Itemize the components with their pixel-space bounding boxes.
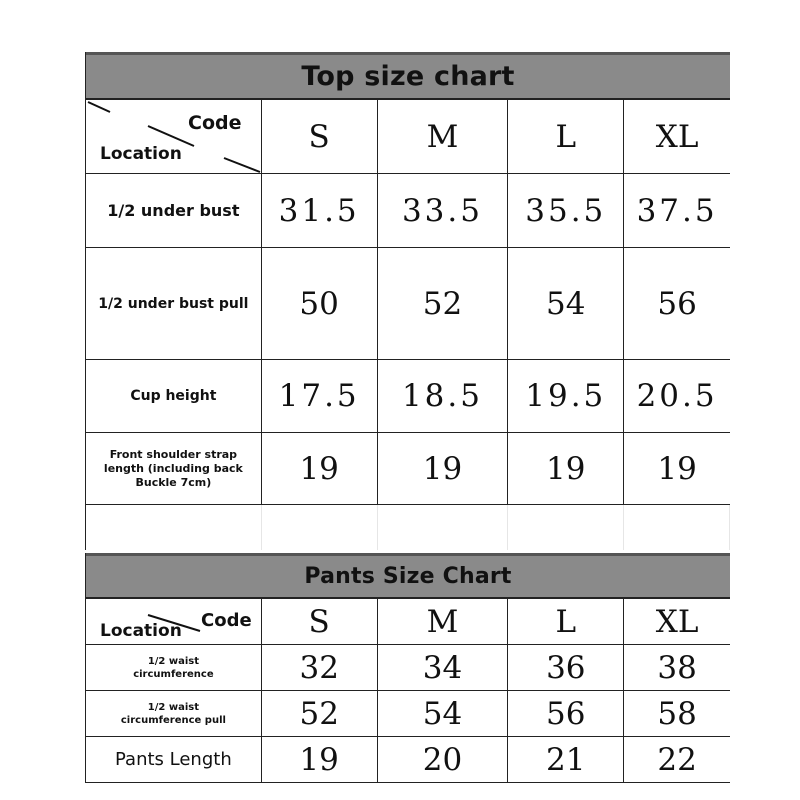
table-cell: 36	[508, 645, 624, 690]
empty-cell	[262, 505, 378, 550]
table-row	[86, 691, 730, 737]
table-row	[86, 248, 730, 360]
table-cell: 56	[657, 285, 697, 322]
table-cell: 37.5	[636, 192, 718, 229]
table-cell: 18.5	[378, 360, 509, 432]
table-cell: 19	[378, 433, 509, 504]
size-xl: XL	[655, 603, 699, 640]
top-size-chart	[85, 52, 730, 550]
table-row	[86, 737, 730, 783]
pants-chart-header-row	[86, 599, 730, 645]
table-cell: 33.5	[378, 174, 509, 247]
top-chart-title: Top size chart	[86, 52, 730, 100]
table-cell: 31.5	[262, 174, 378, 247]
location-label: Location	[100, 144, 182, 164]
row-label: Pants Length	[86, 737, 262, 782]
table-cell: 19	[508, 433, 624, 504]
empty-cell	[624, 505, 730, 550]
row-label: Cup height	[86, 360, 262, 432]
size-m: M	[378, 599, 509, 644]
table-cell: 17.5	[262, 360, 378, 432]
empty-cell	[86, 505, 262, 550]
row-label: 1/2 waist circumference	[86, 645, 262, 690]
table-cell: 20	[378, 737, 509, 782]
pants-header-corner	[86, 599, 262, 644]
table-cell: 38	[657, 649, 697, 686]
table-cell: 19	[657, 450, 697, 487]
top-chart-header-row	[86, 100, 730, 174]
table-row	[86, 360, 730, 433]
table-cell: 56	[508, 691, 624, 736]
table-cell: 19	[262, 737, 378, 782]
table-row	[86, 433, 730, 505]
table-cell: 58	[657, 695, 697, 732]
row-label: 1/2 waist circumference pull	[86, 691, 262, 736]
table-cell: 35.5	[508, 174, 624, 247]
pants-size-chart	[85, 553, 730, 783]
spacer-row	[86, 505, 730, 550]
row-label: Front shoulder strap length (including back Buckle 7cm)	[86, 433, 262, 504]
table-cell: 52	[378, 248, 509, 359]
table-cell: 19	[262, 433, 378, 504]
table-cell: 32	[262, 645, 378, 690]
size-m: M	[378, 100, 509, 173]
table-cell: 54	[378, 691, 509, 736]
table-cell: 19.5	[508, 360, 624, 432]
empty-cell	[378, 505, 509, 550]
pants-chart-title: Pants Size Chart	[86, 553, 730, 599]
table-row	[86, 645, 730, 691]
table-cell: 20.5	[636, 378, 718, 414]
location-label: Location	[100, 621, 182, 641]
size-s: S	[262, 100, 378, 173]
size-l: L	[508, 599, 624, 644]
top-header-corner	[86, 100, 262, 173]
empty-cell	[508, 505, 624, 550]
size-l: L	[508, 100, 624, 173]
row-label: 1/2 under bust	[86, 174, 262, 247]
table-cell: 22	[657, 741, 697, 778]
table-cell: 21	[508, 737, 624, 782]
table-cell: 50	[262, 248, 378, 359]
size-xl: XL	[655, 118, 699, 155]
size-s: S	[262, 599, 378, 644]
table-row	[86, 174, 730, 248]
code-label: Code	[201, 610, 252, 631]
row-label: 1/2 under bust pull	[86, 248, 262, 359]
code-label: Code	[188, 112, 242, 134]
table-cell: 34	[378, 645, 509, 690]
table-cell: 54	[508, 248, 624, 359]
table-cell: 52	[262, 691, 378, 736]
